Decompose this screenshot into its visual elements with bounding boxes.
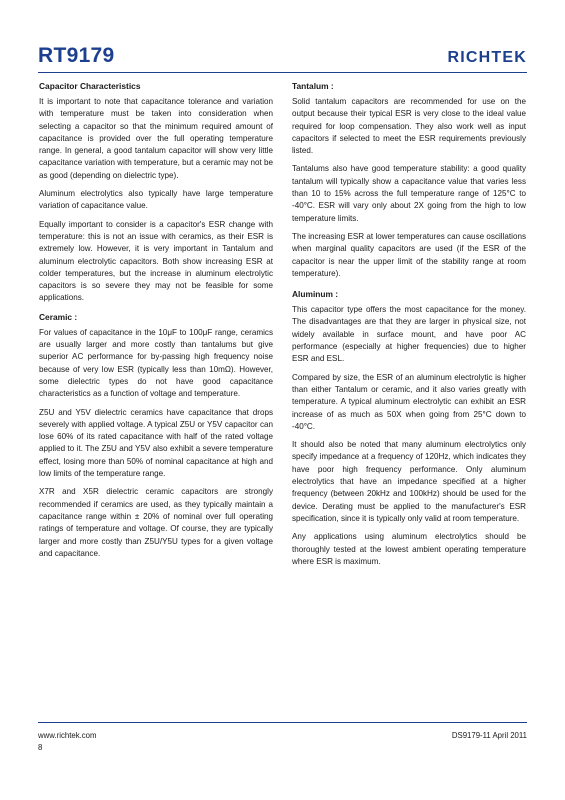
left-column [39, 80, 273, 566]
paragraph: Compared by size, the ESR of an aluminum electrolytic is higher than either Tantalum or ceramic, and it also varies greatly with temperature. A typical aluminum electrolytic can exhibit an ESR increase of as much as 50X when going from 25°C down to -40°C. [292, 372, 526, 431]
paragraph: Aluminum electrolytics also typically have large temperature variation of capacitance value. [39, 189, 273, 211]
header-divider [38, 72, 527, 73]
paragraph: It should also be noted that many aluminum electrolytics only specify impedance at a frequency of 120Hz, which indicates they have poor high frequency performance. Only aluminum electrolytics that have an impedance specified at a higher frequency (between 20kHz and 100kHz) should be used for the device. Derating must be applied to the manufacturer's ESR specification, since it is typically only valid at room temperature. [292, 440, 526, 523]
footer-url: www.richtek.com [38, 731, 97, 740]
footer-doc-id: DS9179-11 April 2011 [451, 731, 527, 740]
paragraph: For values of capacitance in the 10μF to 100μF range, ceramics are usually larger and more costly than tantalums but give superior AC performance for by-passing high frequency noise because of very low ESR (typically less than 10mΩ). However, some dielectric types do not have good capacitance characteristics as a function of voltage and temperature. [39, 327, 273, 399]
paragraph: It is important to note that capacitance tolerance and variation with temperature must be taken into consideration when selecting a capacitor so that the minimum required amount of capacitance is provided over the full operating temperature range. In general, a good tantalum capacitor will show very little capacitance variation with temperature, but a ceramic may not be as good (depending on dielectric type). [39, 97, 273, 180]
footer-divider [38, 722, 527, 723]
paragraph: Z5U and Y5V dielectric ceramics have capacitance that drops severely with applied voltage. A typical Z5U or Y5V capacitor can lose 60% of its rated capacitance with half of the rated voltage applied to it. The Z5U and Y5V also exhibit a severe temperature effect, losing more than 50% of nominal capacitance at high and low limits of the temperature range. [39, 407, 273, 479]
section-heading-tantalum: Tantalum : [292, 81, 334, 91]
page-header [38, 44, 527, 74]
paragraph: Equally important to consider is a capacitor's ESR change with temperature: this is not an issue with ceramics, as their ESR is extremely low. However, it is very important in Tantalum and aluminum electrolytic capacitors. Both show increasing ESR at colder temperatures, but the increase in aluminum electrolytic capacitors is so severe they may not be feasible for some applications. [39, 219, 273, 303]
right-column [292, 80, 526, 574]
paragraph: Any applications using aluminum electrolytics should be thoroughly tested at the lowest ambient operating temperature where ESR is maximum. [292, 532, 526, 566]
paragraph: Solid tantalum capacitors are recommended for use on the output because their typical ESR is very close to the ideal value required for loop compensation. They also work well as input capacitors if selected to meet the ESR requirements previously listed. [292, 97, 526, 156]
paragraph: Tantalums also have good temperature stability: a good quality tantalum will typically show a capacitance value that varies less than 10 to 15% across the full temperature range of 125°C to -40°C. ESR will vary only about 2X going from the high to low temperature limits. [292, 164, 526, 223]
paragraph: This capacitor type offers the most capacitance for the money. The disadvantages are that they are larger in physical size, not widely available in surface mount, and have poor AC performance (especially at higher frequencies) due to higher ESR and ESL. [292, 305, 526, 364]
richtek-logo: RICHTEK [447, 49, 527, 66]
part-number-title: RT9179 [38, 44, 115, 67]
paragraph: X7R and X5R dielectric ceramic capacitors are strongly recommended if ceramics are used, as they typically maintain a capacitance range within ± 20% of nominal over full operating ratings of temperature and voltage. Of course, they are typically larger and more costly than Z5U/Y5U types for a given voltage and capacitance. [39, 487, 273, 558]
section-heading-capacitor-characteristics: Capacitor Characteristics [39, 81, 141, 91]
section-heading-ceramic: Ceramic : [39, 311, 78, 322]
paragraph: The increasing ESR at lower temperatures can cause oscillations when marginal quality capacitors are used (if the ESR of the capacitor is near the upper limit of the stability range at room temperature). [292, 231, 526, 278]
page-number: 8 [38, 743, 43, 752]
section-heading-aluminum: Aluminum : [292, 289, 339, 300]
